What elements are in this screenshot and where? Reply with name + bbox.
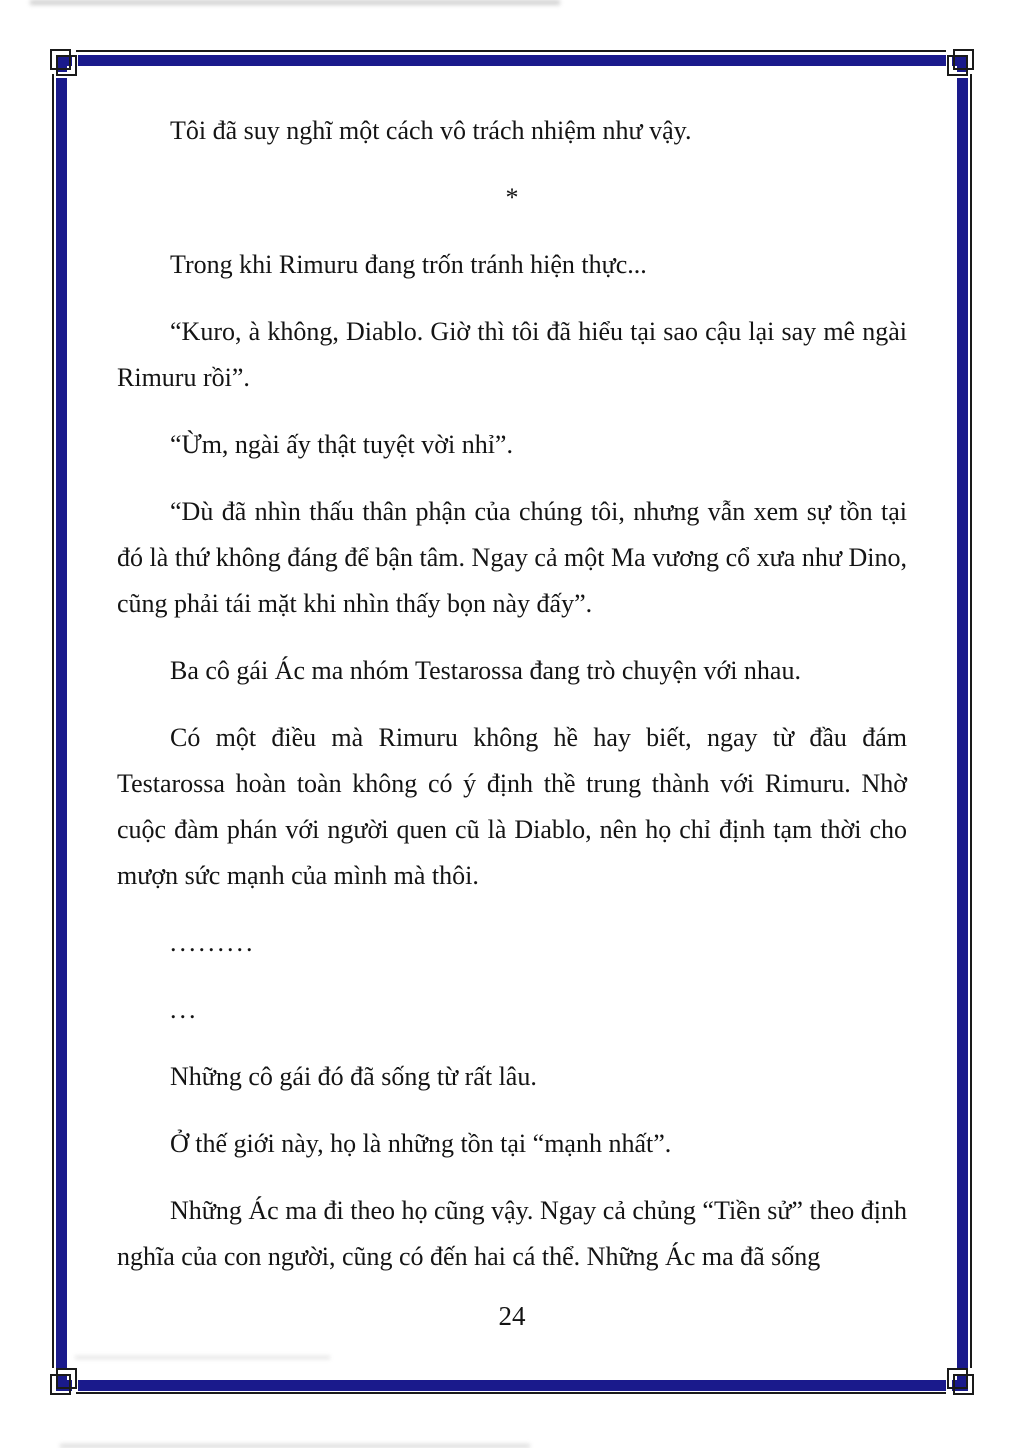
scan-artifact [60,1444,530,1448]
ellipsis-line: ......... [170,928,256,957]
paragraph: Những cô gái đó đã sống từ rất lâu. [170,1062,537,1091]
border-corner-ornament [947,55,968,76]
border-corner-ornament [56,1368,77,1389]
paragraph: “Kuro, à không, Diablo. Giờ thì tôi đã hiểu tại sao cậu lại say mê ngài Rimuru rồi”. [117,317,907,392]
page-border-rule-top [76,50,946,52]
page-border-rule-right [970,74,972,1368]
scan-artifact [30,0,560,5]
page-border-rule-bottom [76,1392,946,1394]
page-number: 24 [498,1301,526,1331]
paragraph: “Dù đã nhìn thấu thân phận của chúng tôi, nhưng vẫn xem sự tồn tại đó là thứ không đáng để bận tâm. Ngay cả một Ma vương cổ xưa như Dino, cũng phải tái mặt khi nhìn thấy bọn này đấy”. [117,497,907,618]
paragraph: “Ừm, ngài ấy thật tuyệt vời nhỉ”. [170,430,513,459]
paragraph: Trong khi Rimuru đang trốn tránh hiện thực... [170,250,647,279]
page-border-rule-left [52,74,54,1368]
paragraph: Tôi đã suy nghĩ một cách vô trách nhiệm như vậy. [170,116,692,145]
paragraph: Những Ác ma đi theo họ cũng vậy. Ngay cả chủng “Tiền sử” theo định nghĩa của con người, cũng có đến hai cá thể. Những Ác ma đã sống [117,1196,907,1271]
border-corner-ornament [56,55,77,76]
paragraph: Ba cô gái Ác ma nhóm Testarossa đang trò chuyện với nhau. [170,656,801,685]
paragraph: Ở thế giới này, họ là những tồn tại “mạnh nhất”. [170,1129,672,1158]
scene-break-asterisk: * [505,183,519,212]
border-corner-ornament [947,1368,968,1389]
page-text-block [117,108,907,1301]
paragraph: Có một điều mà Rimuru không hề hay biết, ngay từ đầu đám Testarossa hoàn toàn không có ý định thề trung thành với Rimuru. Nhờ cuộc đàm phán với người quen cũ là Diablo, nên họ chỉ định tạm thời cho mượn sức mạnh của mình mà thôi. [117,723,907,890]
ellipsis-line: ... [170,995,199,1024]
